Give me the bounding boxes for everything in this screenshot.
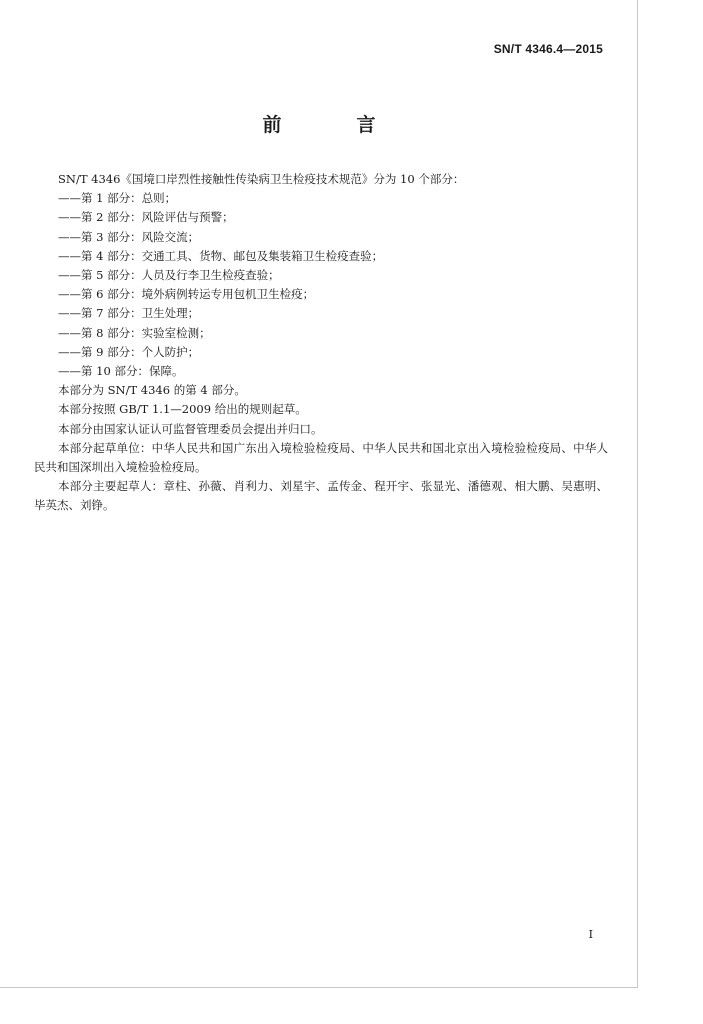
part-item: ——第 10 部分：保障。 (58, 364, 184, 379)
document-code: SN/T 4346.4—2015 (493, 42, 603, 56)
part-item: ——第 7 部分：卫生处理； (58, 306, 200, 321)
statement-paragraph: 本部分按照 GB/T 1.1—2009 给出的规则起草。 (58, 402, 307, 417)
part-item: ——第 5 部分：人员及行李卫生检疫查验； (58, 268, 280, 283)
page-title: 前 言 (262, 114, 404, 136)
intro-paragraph: SN/T 4346《国境口岸烈性接触性传染病卫生检疫技术规范》分为 10 个部分： (58, 172, 465, 186)
part-item: ——第 4 部分：交通工具、货物、邮包及集装箱卫生检疫查验； (58, 248, 384, 263)
part-item: ——第 1 部分：总则； (58, 191, 177, 206)
part-item: ——第 8 部分：实验室检测； (58, 325, 211, 340)
part-item: ——第 3 部分：风险交流； (58, 229, 200, 244)
page-number: I (588, 928, 593, 941)
statement-paragraph: 本部分为 SN/T 4346 的第 4 部分。 (58, 383, 246, 398)
part-item: ——第 9 部分：个人防护； (58, 344, 200, 359)
drafting-units-paragraph: 本部分起草单位：中华人民共和国广东出入境检验检疫局、中华人民共和国北京出入境检验检疫局、中华人民共和国深圳出入境检验检疫局。 (34, 440, 608, 475)
part-item: ——第 6 部分：境外病例转运专用包机卫生检疫； (58, 287, 315, 302)
drafters-paragraph: 本部分主要起草人：章柱、孙薇、肖利力、刘星宇、孟传金、程开宇、张显光、潘德观、相大鹏、吴惠明、毕英杰、刘铮。 (34, 479, 608, 513)
statement-paragraph: 本部分由国家认证认可监督管理委员会提出并归口。 (58, 421, 323, 436)
foreword-body (34, 170, 608, 516)
part-item: ——第 2 部分：风险评估与预警； (58, 210, 234, 225)
